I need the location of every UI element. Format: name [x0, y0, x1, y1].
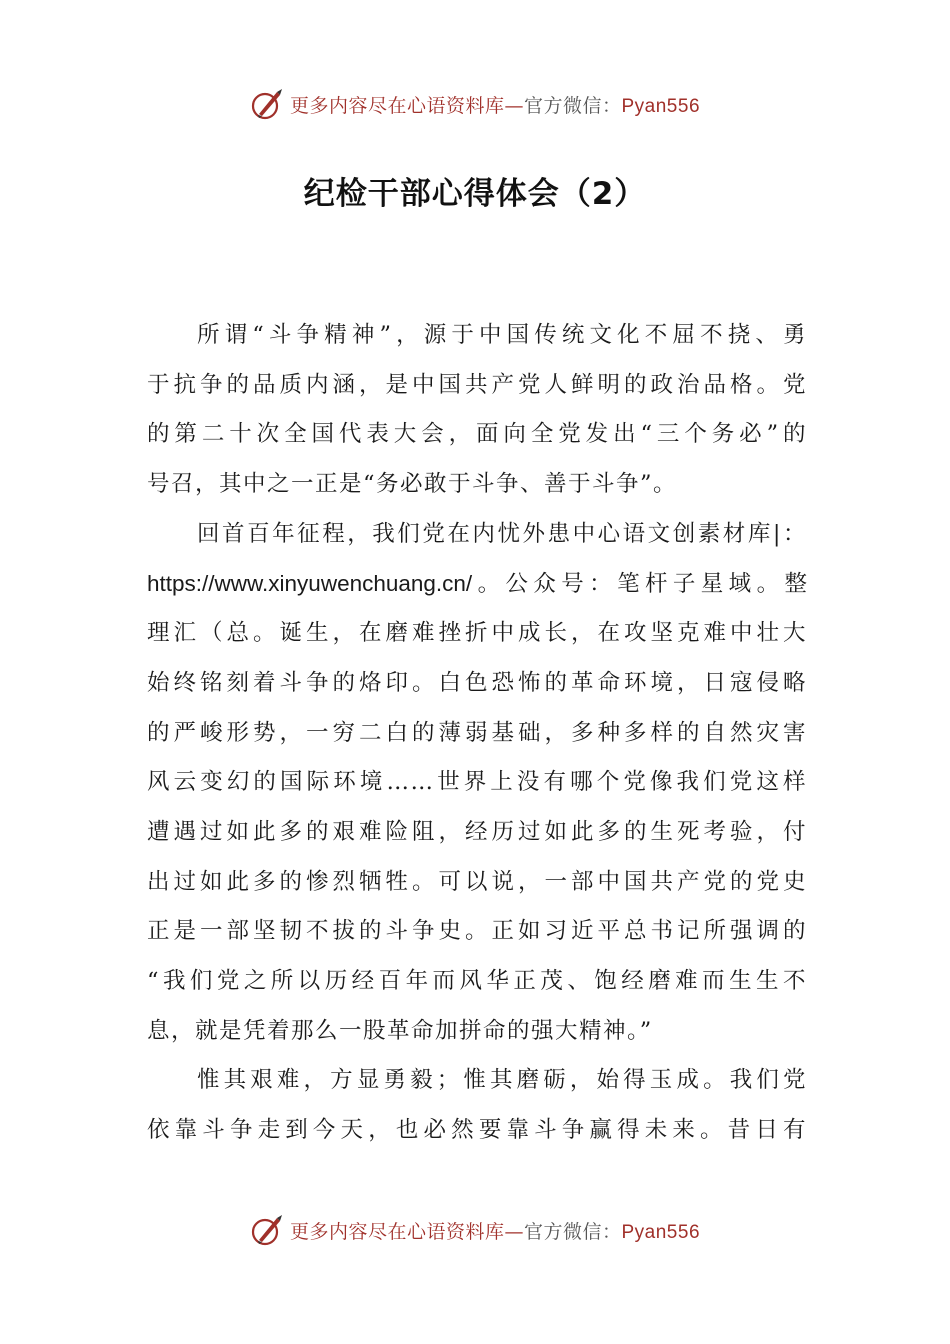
footer-banner-main: 更多内容尽在心语资料库 — [289, 1220, 505, 1243]
body-line: “我们党之所以历经百年而风华正茂、饱经磨难而生生不 — [147, 967, 807, 994]
body-line: 出过如此多的惨烈牺牲。可以说，一部中国共产党的党史 — [147, 868, 807, 895]
footer-banner-wechat-id: Pyan556 — [621, 1221, 701, 1243]
body-line: https://www.xinyuwenchuang.cn/。公众号：笔杆子星域。整 — [147, 571, 807, 597]
header-banner-official: 官方微信： — [523, 94, 622, 117]
header-banner — [0, 84, 950, 124]
quill-pen-logo-icon — [250, 1213, 284, 1247]
body-line: 号召，其中之一正是“务必敢于斗争、善于斗争”。 — [147, 471, 678, 498]
header-banner-content — [250, 87, 700, 121]
header-banner-wechat-id: Pyan556 — [621, 95, 701, 117]
body-line: 的严峻形势，一穷二白的薄弱基础，多种多样的自然灾害 — [147, 719, 807, 746]
header-banner-dash: — — [504, 94, 524, 117]
body-line: 依靠斗争走到今天，也必然要靠斗争赢得未来。昔日有 — [147, 1117, 807, 1143]
body-line: 于抗争的品质内涵，是中国共产党人鲜明的政治品格。党 — [147, 371, 807, 398]
body-line: 始终铭刻着斗争的烙印。白色恐怖的革命环境，日寇侵略 — [147, 669, 807, 696]
footer-banner — [0, 1210, 950, 1250]
body-line: 风云变幻的国际环境……世界上没有哪个党像我们党这样 — [147, 769, 807, 796]
body-line: 理汇（总。诞生，在磨难挫折中成长，在攻坚克难中壮大 — [147, 620, 807, 647]
body-line: 息，就是凭着那么一股革命加拼命的强大精神。” — [147, 1017, 653, 1044]
body-line: 回首百年征程，我们党在内忧外患中心语文创素材库|： — [197, 520, 807, 547]
body-line: 所谓“斗争精神”，源于中国传统文化不屈不挠、勇 — [197, 322, 807, 348]
body-line: 遭遇过如此多的艰难险阻，经历过如此多的生死考验，付 — [147, 818, 807, 845]
body-line: 正是一部坚韧不拔的斗争史。正如习近平总书记所强调的 — [147, 918, 807, 945]
footer-banner-dash: — — [504, 1220, 524, 1243]
footer-banner-official: 官方微信： — [523, 1220, 622, 1243]
document-title: 纪检干部心得体会（2） — [303, 176, 647, 212]
document-body — [147, 311, 807, 1156]
footer-banner-content — [250, 1213, 700, 1247]
footer-banner-text — [290, 1217, 700, 1244]
header-banner-text — [290, 91, 700, 118]
body-line: 惟其艰难，方显勇毅；惟其磨砺，始得玉成。我们党 — [197, 1067, 807, 1094]
body-line: 的第二十次全国代表大会，面向全党发出“三个务必”的 — [147, 421, 807, 448]
quill-pen-logo-icon — [250, 87, 284, 121]
header-banner-main: 更多内容尽在心语资料库 — [289, 94, 505, 117]
